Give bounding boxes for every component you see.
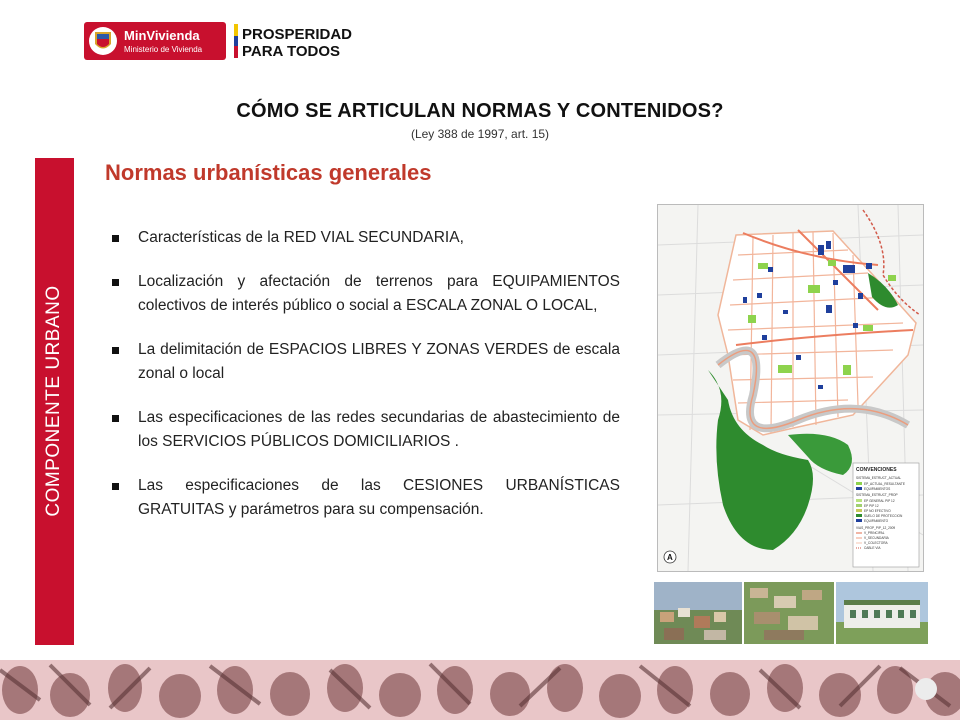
photo-hillside-houses [654, 582, 742, 644]
bullet-text: Las especificaciones de las redes secundarias de abastecimiento de los SERVICIOS PÚBLICOS DOMICILIARIOS . [138, 409, 620, 450]
svg-text:PARA TODOS: PARA TODOS [242, 43, 341, 60]
svg-text:Ministerio de Vivienda: Ministerio de Vivienda [124, 45, 203, 54]
svg-text:V_SECUNDARIA: V_SECUNDARIA [864, 536, 889, 540]
svg-text:EQUIPAMIENTOS: EQUIPAMIENTOS [864, 487, 891, 491]
svg-text:V_PRINCIPAL: V_PRINCIPAL [864, 531, 885, 535]
square-bullet-icon [112, 483, 119, 490]
svg-text:PROSPERIDAD: PROSPERIDAD [242, 26, 353, 43]
svg-text:VIAS_PROP_PIP_12_2009: VIAS_PROP_PIP_12_2009 [856, 526, 896, 530]
svg-text:EP PIP 12: EP PIP 12 [864, 504, 879, 508]
bullet-item [112, 270, 620, 318]
footer-crowd-banner [0, 660, 960, 720]
bullet-item [112, 338, 620, 386]
bullet-item [112, 474, 620, 522]
svg-text:EP GENERAL PIP 12: EP GENERAL PIP 12 [864, 499, 895, 503]
svg-text:EP_ACTUAL_RESULTANTE: EP_ACTUAL_RESULTANTE [864, 482, 905, 486]
svg-text:SUELO DE PROTECCION: SUELO DE PROTECCION [864, 514, 903, 518]
minvivienda-logo [84, 22, 226, 60]
slide-indicator-dot [915, 678, 937, 700]
slide-subtitle: (Ley 388 de 1997, art. 15) [410, 127, 550, 141]
photo-aerial-neighborhood [744, 582, 834, 644]
bullet-item [112, 226, 620, 250]
square-bullet-icon [112, 279, 119, 286]
bullet-item [112, 406, 620, 454]
neighborhood-photos [654, 582, 928, 644]
svg-text:EP NO EFECTIVO: EP NO EFECTIVO [864, 509, 891, 513]
square-bullet-icon [112, 415, 119, 422]
bullet-text: La delimitación de ESPACIOS LIBRES Y ZONAS VERDES de escala zonal o local [138, 341, 620, 382]
svg-text:CABLE VIA: CABLE VIA [864, 546, 881, 550]
bullet-text: Las especificaciones de las CESIONES URBANÍSTICAS GRATUITAS y parámetros para su compensación. [138, 477, 620, 518]
square-bullet-icon [112, 235, 119, 242]
bullet-text: Características de la RED VIAL SECUNDARIA, [138, 229, 464, 246]
side-label-text: COMPONENTE URBANO [43, 285, 64, 517]
svg-text:EQUIPAMIENTO: EQUIPAMIENTO [864, 519, 889, 523]
slide-title: CÓMO SE ARTICULAN NORMAS Y CONTENIDOS? [236, 100, 724, 122]
section-title: Normas urbanísticas generales [105, 160, 432, 185]
urban-plan-map [657, 204, 924, 572]
svg-text:MinVivienda: MinVivienda [124, 28, 200, 43]
svg-text:SISTEMA_ESTRUCT_PROP: SISTEMA_ESTRUCT_PROP [856, 493, 898, 497]
header [0, 0, 960, 80]
square-bullet-icon [112, 347, 119, 354]
svg-text:CONVENCIONES: CONVENCIONES [856, 467, 897, 473]
svg-text:SISTEMA_ESTRUCT_ACTUAL: SISTEMA_ESTRUCT_ACTUAL [856, 476, 902, 480]
bullet-list [112, 226, 620, 542]
prosperidad-para-todos-logo [234, 22, 364, 60]
svg-text:V_COLECTORA: V_COLECTORA [864, 541, 888, 545]
svg-text:A: A [667, 553, 673, 562]
bullet-text: Localización y afectación de terrenos para EQUIPAMIENTOS colectivos de interés público o social a ESCALA ZONAL O LOCAL, [138, 273, 620, 314]
photo-school-building [836, 582, 928, 644]
